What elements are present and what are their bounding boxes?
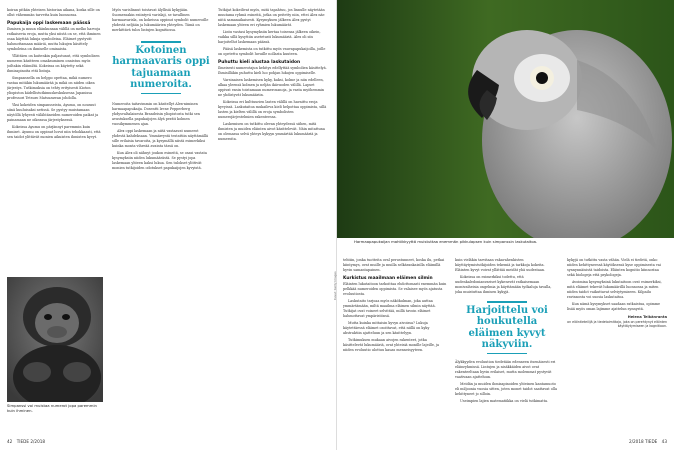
paragraph: Avoimina kysymyksinä lukutaitoon ovat esimerkiksi, mitä eläimet tekevät lukumäärillä luonnossa ja miten niiden taidot vaikuttavat selviytymiseen. Kilpailu ravinnosta voi suosia laskutaitoa. (567, 280, 662, 299)
paragraph: Ihmisen ja muun eläinkunnan välillä on melko harvoja ratkaisevia eroja, mutta yksi niistä on se, että ihminen osaa käyttää lukuja symboleina. Eläimet pystyvät hahmottamaan määriä, mutta lukujen käsittely symboleina on ihmiselle ominaista. (7, 27, 101, 52)
author-bio: on eläintieteilijä ja tiedetoimittaja, joka on perehtynyt eläinten käyttäytymiseen ja kognitioon. (567, 320, 667, 329)
paragraph: Eläinten lukutaitoon tarkoittaa ehdottomasti enemmän kuin pelkkää numeroiden oppimista. Se valaisee myös ajatusta evoluutiosta. (343, 282, 447, 297)
pull-quote-rule (141, 41, 181, 43)
pull-quote: Kotoinen harmaavaris oppi tajuamaan numeroita. (112, 44, 210, 90)
paragraph: Laskutaito tarjoaa myös näkökulman, joka auttaa ymmärtämään, miltä maailma eläimen silmin näyttää. Tutkijat ovat voineet selvittää, millä tavoin eläimet hahmottavat ympäristönsä. (343, 299, 436, 319)
photo-credit: Kuvat: Getty Images (333, 271, 337, 300)
paragraph: Älykkyyden evoluution tiedetään edenneen itsenäisesti eri eläinryhmissä. Lintujen ja nisäkkäiden aivot ovat rakenteeltaan hyvin erilaiset, mutta molemmat pystyvät vaativaan ajatteluun. (455, 360, 556, 379)
pull-quote-box (112, 41, 210, 94)
paragraph: Kokeissa Ayumu on pärjännyt paremmin kuin ihmiset. Ayumu on oppinut luvut niin tehokkaasti, että sen taidot ylittävät monien aikuisten ihmisten kyvyt. (7, 125, 101, 140)
paragraph: Kun Alex oli nähnyt joukon esineitä, se osasi vastata kysymyksiin niiden lukumäärästä. Se pystyi jopa laskemaan yhteen kaksi lukua. Sen tulokset ylittivät monien tutkijoiden odotukset papukaijojen kyvyistä. (112, 151, 207, 170)
chimpanzee-illustration (7, 277, 103, 402)
paragraph: Tutkimuksen mukaan aivojen rakenteet, jotka käsittelevät lukumääriä, ovat yhteisiä monille lajeille, ja niiden evoluutio ulottuu kauas menneisyyteen. (343, 338, 440, 353)
left-column-2 (112, 8, 210, 403)
magazine-issue: TIEDE 2/2018 (16, 439, 46, 444)
right-column-2 (455, 258, 559, 438)
right-column-1 (343, 258, 447, 438)
paragraph: Varsinaisen laskemisen kyky, kaksi, kolme ja niin edelleen, alkaa yleensä kolmen ja neljän ikävuoden välillä. Lapset oppivat ensin toistamaan numerosanoja, ja vasta myöhemmin ne yhdistyvät lukumääriin. (218, 78, 325, 98)
author-block (567, 315, 667, 328)
pull-quote-rule (487, 353, 527, 355)
paragraph: tehtiin, jonka tuotteita oval perustunneet, koska ilu, petkai kiintymys, ovat muille ja muilla selkärankaisilla eläimillä hyvin samantapainen. (343, 258, 445, 272)
paragraph: Kokeissa eri kulttuurien lasten välillä on havaittu eroja kyvyissä. Laskutaitoa mukaileva kieli helpottaa oppimista, sillä lasten ja kielten välillä on eroja symbolisten numerojärjestelmien rakenteessa. (218, 100, 327, 120)
paragraph: Meidän ja muiden ihmisapinoiden yhteinen kantamuoto eli miljoonia vuosia sitten, joten monet taidot saattavat olla kehittyneet jo silloin. (455, 382, 557, 396)
paragraph: Simpanssella on helppo opettaa, mikä numero vastaa mitäkin lukumäärää ja mikä on niiden oikea järjestys. Tutkimuksia on tehty erityisesti Kioton yliopiston kädellistutkimuskeskuksessa Japanissa professori Tetsuro Matsuzawan johdolla. (7, 76, 95, 101)
pull-quote-rule (141, 93, 181, 95)
subheading-language: Puhuttu kieli alustaa laskutaidon (218, 60, 301, 65)
pull-quote: Harjoittelu voi houkutella eläimen kyvyt näkyviin. (466, 304, 548, 350)
left-footer (7, 439, 45, 444)
paragraph: Alex oppi laskemaan ja niitä vastaavat numerot yhdestä kahdeksaan. Ymmärrystä testattiin näyttämällä sille erilaisia tavaroita, ja kysymällä niistä esimerkiksi kuinka monta vihreää avainta tässä on. (112, 129, 209, 148)
pull-quote-box (455, 301, 559, 354)
paragraph: Yksi kokeiden simpansseista, Ayumu, on noussut siinä kuuluisaksi netissä. Se pystyy muistamaan näytöllä lyhyesti välähtäneiden numeroiden paikat ja painamaan ne oikeassa järjestyksessä. (7, 103, 99, 123)
pull-quote-rule (487, 301, 527, 303)
intro-paragraph: koiran pitkän yhteisen historian aikana, koska sille on ollut vähemmän tarvetta kuin luonnossa. (7, 8, 100, 17)
paragraph: Tutkijat kokeilivat myös, mitä tapahtuu, jos linnulle näytetään muutama ryhmä esineitä, jotka on peitetty niin, ettei Alex näe niitä samanaikaisesti. Kysymyksen jälkeen Alex pystyi laskemaan yhteen eri ryhmien lukumäärät. (218, 8, 325, 27)
magazine-issue: 2/2018 TIEDE (628, 439, 658, 444)
paragraph: Yllättäen on kuitenkin paljastunut, että symbolisen numeron käsitteen omaksuminen onnistuu myös joiltakin eläimiltä. Kokeissa on käytetty sekä ihmisapinoita että lintuja. (7, 54, 100, 74)
parrot-illustration (337, 0, 674, 238)
parrot-caption: Harmaapapukaijan mahtikkyyttä muistuttaa enemmän pikkulapsen kuin simpanssin laskutaitoa. (354, 239, 538, 244)
paragraph: kuin vieläkin tarvitaan vakavahenkisten käyttäytymistutkijoiden tekemiä ja tarkkoja kokeita. Eläinten kyvyt voivat yllättää meidät yhä uudestaan. (455, 258, 546, 272)
paragraph: Pääsä laskemista on tutkittu myös vauvapapukaijoilla, joille on opetettu symbolit luvuille nollasta kuuteen. (218, 47, 326, 56)
paragraph: Ilmeisesti numerotajun kehitys edellyttää symbolien käsittelyä. Ihmisilläkin puhuttu kieli luo pohjan lukujen oppimiselle. (218, 66, 327, 76)
right-column-3 (567, 258, 667, 438)
paragraph: Kokeissa on esimerkiksi todettu, että uudenkaledonianvariset kykenevät ratkaisemaan monivaiheisia ongelmia ja käyttämään työkaluja tavalla, joka muistuttaa ihmisen kykyjä. (455, 275, 552, 294)
author-name: Helena Telkänranta (627, 315, 667, 319)
left-column-1 (7, 8, 103, 276)
page-number: 43 (661, 439, 667, 444)
paragraph: Numeroita taitavimmin on käsitellyt Alex-niminen harmaapapukaija. Dosentti Irene Pepperberg yhdysvaltalaisesta Brandeisin yliopistosta tutki sen avustuksella papukaijojen älyä peräti kolmen vuosikymmenen ajan. (112, 102, 200, 126)
paragraph: Laskemisen on tutkittu olevan yhteydessä siihen, mitä ihmisten ja muiden eläinten aivot käsittelevät. Näin mitattuna on olemassa selvä yhteys kykyyn ymmärtää lukumääriä ja numeroita. (218, 122, 325, 142)
paragraph: kykyjä on tutkittu vasta vähän. Vielä ei tiedetä, onko niiden kehittyneessä käytöksessä kyse oppimisesta vai synnynnäisistä taidoista. Eläinten kognitio kiinnostaa sekä biologeja että psykologeja. (567, 258, 661, 277)
paragraph: Myös varislinnut toistavat älyllisiä kykyjään. Suomessakin esiintyvä varislaji, se tavallinen harmaavarisla, on kokeissa oppinut symbolit numeroille yhdestä neljään ja lukumäärien yhteyden. Tämä on merkittävä tulos lintujen kognitiossa. (112, 8, 209, 32)
paragraph: Lintu vastasi kysymyksiin kertaa toisensa jälkeen oikein, vaikka sillä kysyttiin asetetusti lukumääriä. Alex oli siis harjoitellut laskemaan päässä. (218, 30, 321, 44)
right-footer (629, 439, 667, 444)
page-number: 42 (7, 439, 13, 444)
left-page (0, 0, 336, 450)
chimpanzee-caption: Simpanssi voi muistaa numerot jopa paremmin kuin ihminen. (7, 403, 97, 413)
left-column-3 (218, 8, 328, 403)
paragraph: Kun nämä kysymykset saadaan ratkaistua, opimme lisää myös oman lajimme ajattelun synnystä. (567, 302, 661, 311)
subheading-parrot: Papukaija oppi laskemaan päässä (7, 21, 91, 26)
paragraph: Useimpien lajien matematiikka on vielä tutkimatta. (460, 399, 549, 403)
subheading-animal-eyes: Kurkistus maailmaan eläimen silmin (343, 276, 433, 281)
chimpanzee-photo (7, 277, 103, 402)
paragraph: Mutta kuinka mittaisin kyvyn aivoissa? Lukuja käytettäessä eläimet osoittavat, että niillä on kyky abstraktiin ajatteluun ja sen käsittelyyn. (343, 321, 430, 336)
parrot-photo (337, 0, 674, 238)
